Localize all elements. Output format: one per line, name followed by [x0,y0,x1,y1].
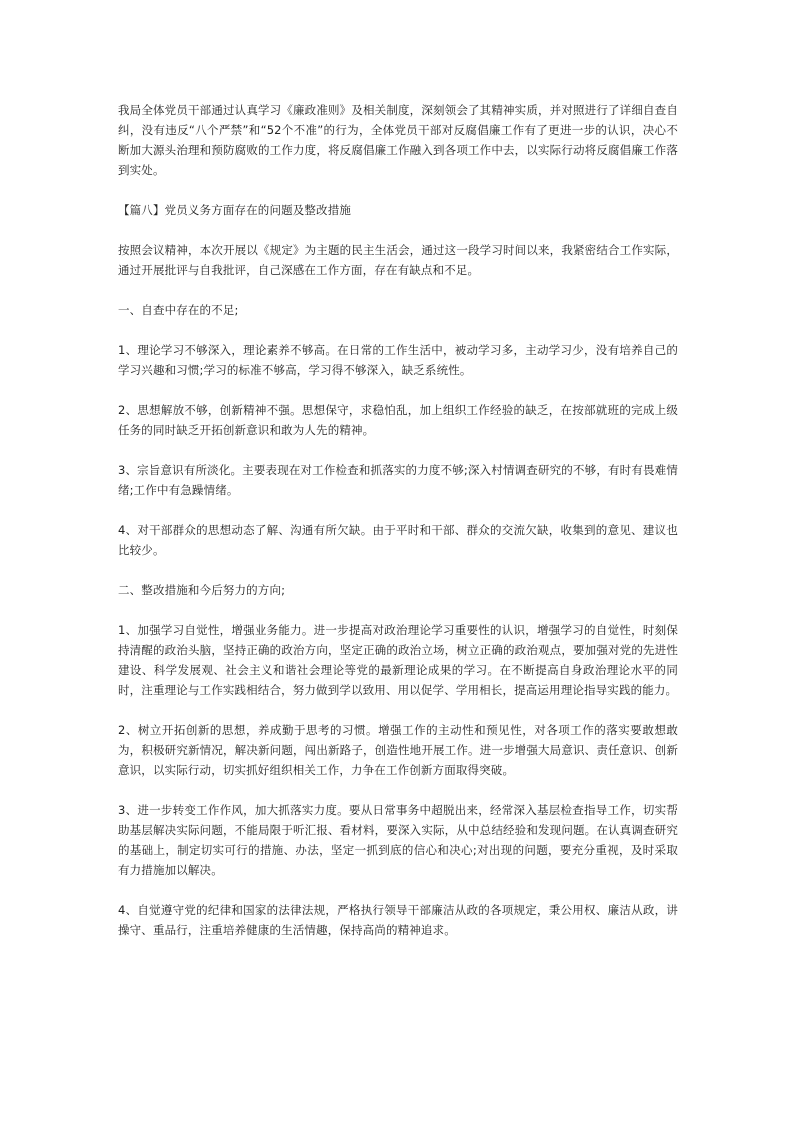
shortcoming-item-1: 1、理论学习不够深入，理论素养不够高。在日常的工作生活中，被动学习多，主动学习少，没有培养自己的学习兴趣和习惯;学习的标准不够高，学习得不够深入，缺乏系统性。 [118,343,678,377]
measure-item-3: 3、进一步转变工作作风，加大抓落实力度。要从日常事务中超脱出来，经常深入基层检查指导工作，切实帮助基层解决实际问题，不能局限于听汇报、看材料，要深入实际，从中总结经验和发现问题。在认真调查研究的基础上，制定切实可行的措施、办法，坚定一抓到底的信心和决心;对出现的问题，要充分重视，及时采取有力措施加以解决。 [118,803,678,877]
intro-paragraph: 我局全体党员干部通过认真学习《廉政准则》及相关制度，深刻领会了其精神实质，并对照进行了详细自查自纠，没有违反“八个严禁”和“52个不准”的行为，全体党员干部对反腐倡廉工作有了更进一步的认识，决心不断加大源头治理和预防腐败的工作力度，将反腐倡廉工作融入到各项工作中去，以实际行动将反腐倡廉工作落到实处。 [118,103,678,177]
document-body [118,100,678,960]
subheading-shortcomings: 一、自查中存在的不足; [118,303,239,317]
opening-paragraph: 按照会议精神，本次开展以《规定》为主题的民主生活会，通过这一段学习时间以来，我紧密结合工作实际，通过开展批评与自我批评，自己深感在工作方面，存在有缺点和不足。 [118,243,678,277]
shortcoming-item-2: 2、思想解放不够，创新精神不强。思想保守，求稳怕乱，加上组织工作经验的缺乏，在按部就班的完成上级任务的同时缺乏开拓创新意识和敢为人先的精神。 [118,403,678,437]
shortcoming-item-4: 4、对干部群众的思想动态了解、沟通有所欠缺。由于平时和干部、群众的交流欠缺，收集到的意见、建议也比较少。 [118,523,678,557]
section-title: 【篇八】党员义务方面存在的问题及整改措施 [118,203,351,217]
measure-item-4: 4、自觉遵守党的纪律和国家的法律法规，严格执行领导干部廉洁从政的各项规定，秉公用权、廉洁从政，讲操守、重品行，注重培养健康的生活情趣，保持高尚的精神追求。 [118,903,678,937]
shortcoming-item-3: 3、宗旨意识有所淡化。主要表现在对工作检查和抓落实的力度不够;深入村情调查研究的不够，有时有畏难情绪;工作中有急躁情绪。 [118,463,678,497]
subheading-measures: 二、整改措施和今后努力的方向; [118,583,286,597]
measure-item-2: 2、树立开拓创新的思想，养成勤于思考的习惯。增强工作的主动性和预见性，对各项工作的落实要敢想敢为，积极研究新情况，解决新问题，闯出新路子，创造性地开展工作。进一步增强大局意识、责任意识、创新意识，以实际行动，切实抓好组织相关工作，力争在工作创新方面取得突破。 [118,723,678,777]
measure-item-1: 1、加强学习自觉性，增强业务能力。进一步提高对政治理论学习重要性的认识，增强学习的自觉性，时刻保持清醒的政治头脑，坚持正确的政治方向，坚定正确的政治立场，树立正确的政治观点，要加强对党的先进性建设、科学发展观、社会主义和谐社会理论等党的最新理论成果的学习。在不断提高自身政治理论水平的同时，注重理论与工作实践相结合，努力做到学以致用、用以促学、学用相长，提高运用理论指导实践的能力。 [118,623,678,697]
